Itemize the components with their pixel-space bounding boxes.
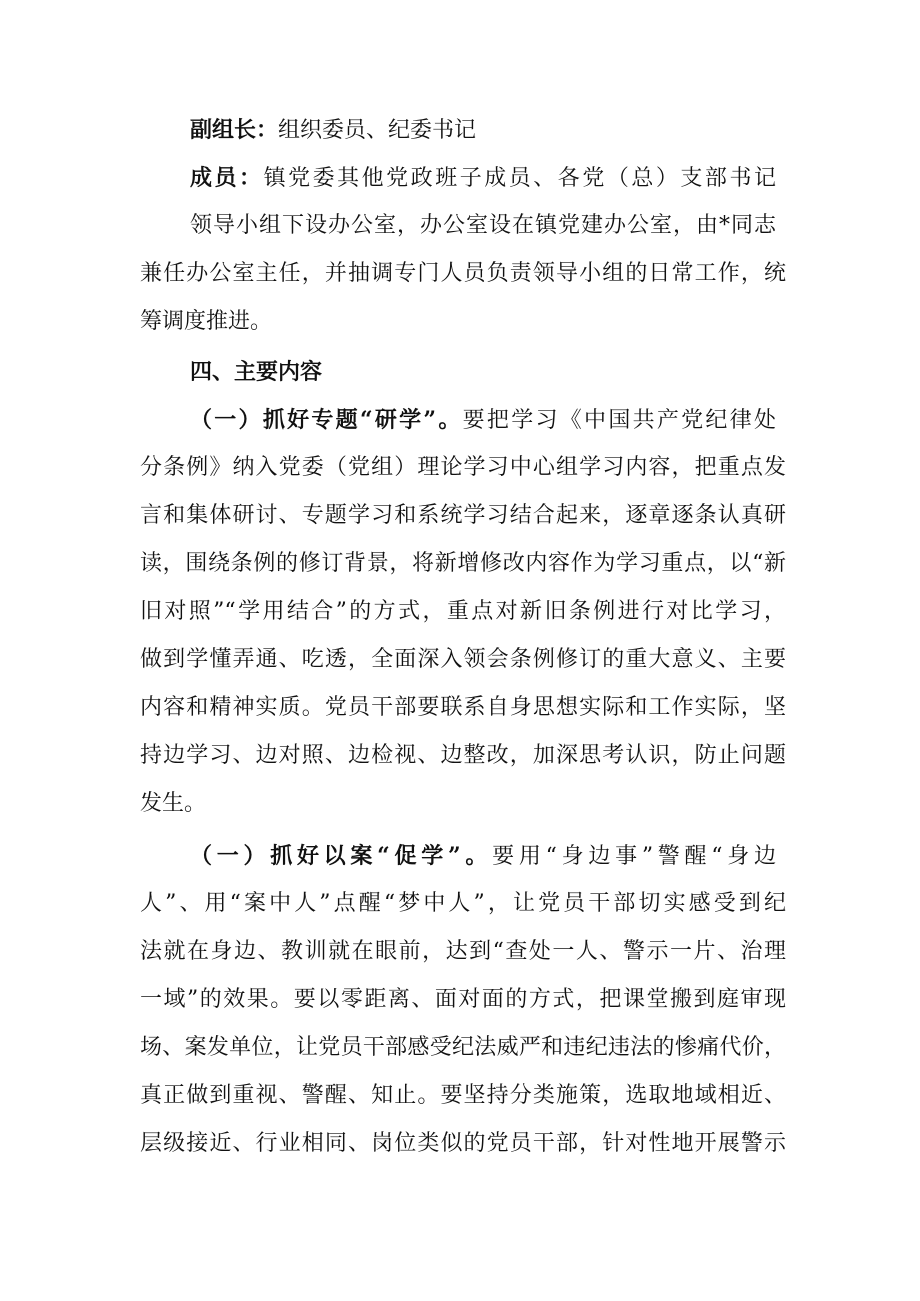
office-paragraph-line: 兼任办公室主任，并抽调专门人员负责领导小组的日常工作，统 [140, 261, 786, 286]
item1-line: 旧对照”“学用结合”的方式，重点对新旧条例进行对比学习， [140, 599, 786, 624]
members-line [190, 154, 776, 202]
item2-line: 真正做到重视、警醒、知止。要坚持分类施策，选取地域相近、 [140, 1083, 786, 1108]
item2-line: 一域”的效果。要以零距离、面对面的方式，把课堂搬到庭审现 [140, 987, 786, 1012]
item1-line: 发生。 [140, 791, 207, 816]
members-label: 成员： [190, 165, 264, 191]
item1-line: 读，围绕条例的修订背景，将新增修改内容作为学习重点，以“新 [140, 551, 786, 576]
members-text: 镇党委其他党政班子成员、各党（总）支部书记 [263, 166, 776, 191]
deputy-leader-line [190, 106, 476, 154]
item1-line: 内容和精神实质。党员干部要联系自身思想实际和工作实际，坚 [140, 695, 786, 720]
office-paragraph-line: 筹调度推进。 [140, 309, 273, 334]
deputy-leader-text: 组织委员、纪委书记 [278, 118, 477, 143]
item2-line: 层级接近、行业相同、岗位类似的党员干部，针对性地开展警示 [140, 1131, 786, 1156]
item1-line: 言和集体研讨、专题学习和系统学习结合起来，逐章逐条认真研 [140, 503, 786, 528]
item1-line: 要把学习《中国共产党纪律处 [462, 408, 776, 433]
item2-line: 要用“身边事”警醒“身边 [492, 844, 776, 869]
item2-first-line [190, 832, 776, 880]
item1-line: 做到学懂弄通、吃透，全面深入领会条例修订的重大意义、主要 [140, 647, 786, 672]
item1-line: 持边学习、边对照、边检视、边整改，加深思考认识，防止问题 [140, 743, 786, 768]
item2-line: 人”、用“案中人”点醒“梦中人”，让党员干部切实感受到纪 [140, 891, 786, 916]
item1-first-line [190, 396, 776, 444]
item2-line: 法就在身边、教训就在眼前，达到“查处一人、警示一片、治理 [140, 939, 786, 964]
item1-heading: （一）抓好专题“研学”。 [190, 407, 463, 433]
section-heading: 四、主要内容 [190, 359, 323, 385]
deputy-leader-label: 副组长： [190, 117, 279, 143]
item1-line: 分条例》纳入党委（党组）理论学习中心组学习内容，把重点发 [140, 455, 786, 480]
office-paragraph-line: 领导小组下设办公室，办公室设在镇党建办公室，由*同志 [190, 213, 776, 238]
item2-line: 场、案发单位，让党员干部感受纪法威严和违纪违法的惨痛代价， [140, 1035, 786, 1060]
item2-heading: （一）抓好以案“促学”。 [190, 843, 493, 869]
